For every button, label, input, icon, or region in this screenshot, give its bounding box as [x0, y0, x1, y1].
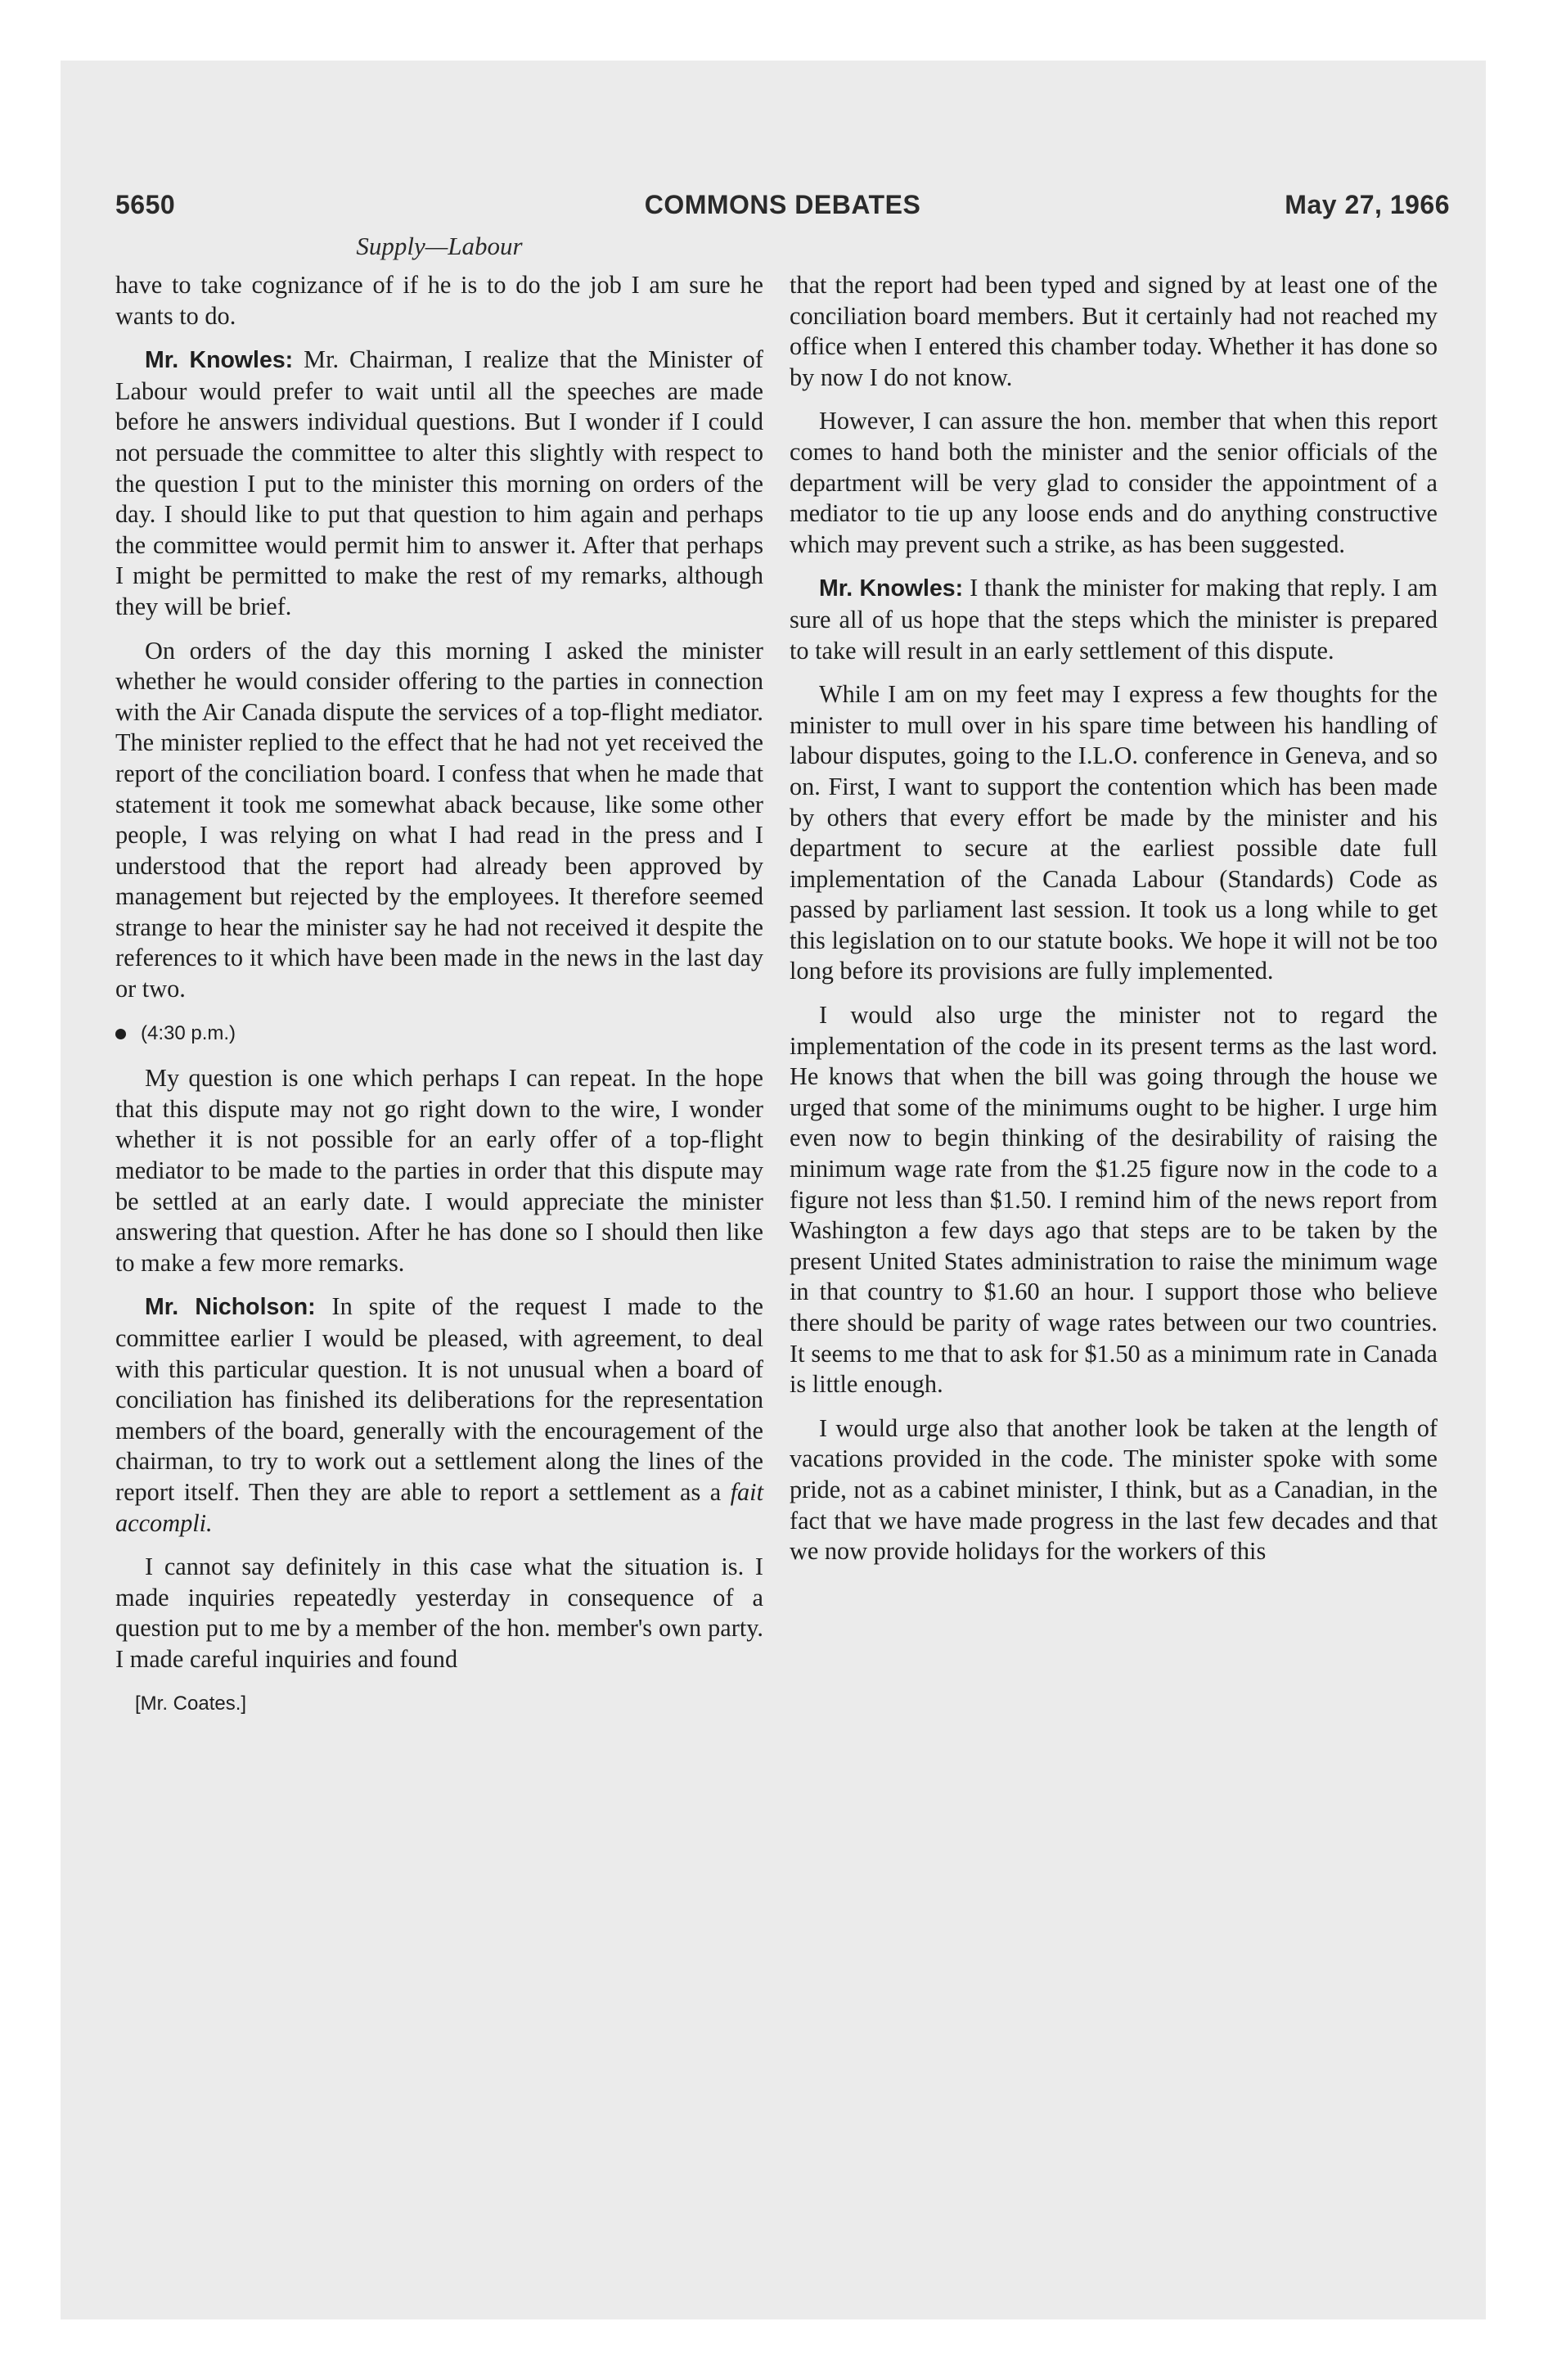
- speaker-name: Mr. Knowles:: [145, 347, 294, 374]
- paragraph: [115, 345, 763, 622]
- paragraph: [790, 573, 1438, 666]
- left-column: [115, 270, 763, 1719]
- timestamp-text: (4:30 p.m.): [141, 1021, 236, 1044]
- speaker-name: Mr. Nicholson:: [145, 1294, 316, 1321]
- speech-text: Mr. Chairman, I realize that the Minister of Labour would prefer to wait until all the speeches are made before he answers individual questions. But I wonder if I could not persuade the committee to alter this slightly with respect to the question I put to the minister this morning on orders of the day. I should like to put that question to him again and perhaps the committee would permit him to answer it. After that perhaps I might be permitted to make the rest of my remarks, although they will be brief.: [115, 345, 763, 620]
- paragraph: [115, 1291, 763, 1539]
- paragraph: I would urge also that another look be taken at the length of vacations provided in the code. The minister spoke with some pride, not as a cabinet minister, I think, but as a Canadian, in the fact that we have made progress in the last few decades and that we now provide holidays for the workers of this: [790, 1413, 1438, 1566]
- italic-phrase: fait accompli.: [115, 1477, 763, 1537]
- timestamp: [115, 1018, 763, 1049]
- page-header: [115, 190, 1450, 228]
- publication-date: May 27, 1966: [1285, 190, 1450, 219]
- paragraph: I would also urge the minister not to regard the implementation of the code in its present terms as the last word. He knows that when the bill was going through the house we urged that some of the minimums ought to be higher. I urge him even now to begin thinking of the desirability of raising the minimum wage rate from the $1.25 figure now in the code to a figure not less than $1.50. I remind him of the news report from Washington a few days ago that steps are to be taken by the present United States administration to raise the minimum wage in that country to $1.60 an hour. I support those who believe there should be parity of wage rates between our two countries. It seems to me that to ask for $1.50 as a minimum rate in Canada is little enough.: [790, 1001, 1438, 1399]
- paragraph: My question is one which perhaps I can repeat. In the hope that this dispute may not go right down to the wire, I wonder whether it is not possible for an early offer of a top-flight mediator to be made to the parties in order that this dispute may be settled at an early date. I would appreciate the minister answering that question. After he has done so I should then like to make a few more remarks.: [115, 1064, 763, 1277]
- paragraph: have to take cognizance of if he is to do the job I am sure he wants to do.: [115, 271, 763, 330]
- speech-text: In spite of the request I made to the committee earlier I would be pleased, with agreement, to deal with this particular question. It is not unusual when a board of conciliation has finished its deliberations for the representation members of the board, generally with the encouragement of the chairman, to try to work out a settlement along the lines of the report itself. Then they are able to report a settlement as a: [115, 1292, 763, 1506]
- bullet-icon: [115, 1029, 126, 1039]
- page-number: 5650: [115, 190, 176, 219]
- footer-note: [Mr. Coates.]: [135, 1692, 247, 1715]
- paragraph: While I am on my feet may I express a few thoughts for the minister to mull over in his spare time between his handling of labour disputes, going to the I.L.O. conference in Geneva, and so on. First, I want to support the contention which has been made by others that every effort be made by the minister and his department to secure at the earliest possible date full implementation of the Canada Labour (Standards) Code as passed by parliament last session. It took us a long while to get this legislation on to our statute books. We hope it will not be too long before its provisions are fully implemented.: [790, 680, 1438, 985]
- paragraph: However, I can assure the hon. member that when this report comes to hand both the minister and the senior officials of the department will be very glad to consider the appointment of a mediator to tie up any loose ends and do anything constructive which may prevent such a strike, as has been suggested.: [790, 407, 1438, 558]
- right-column: [790, 270, 1438, 1580]
- section-subtitle: Supply—Labour: [356, 232, 523, 260]
- paragraph: On orders of the day this morning I asked the minister whether he would consider offering to the parties in connection with the Air Canada dispute the services of a top-flight mediator. The minister replied to the effect that he had not yet received the report of the conciliation board. I confess that when he made that statement it took me somewhat aback because, like some other people, I was relying on what I had read in the press and I understood that the report had already been approved by management but rejected by the employees. It therefore seemed strange to hear the minister say he had not received it despite the references to it which have been made in the news in the last day or two.: [115, 636, 763, 1003]
- speech-text: I thank the minister for making that reply. I am sure all of us hope that the steps which the minister is prepared to take will result in an early settlement of this dispute.: [790, 574, 1438, 665]
- publication-title: COMMONS DEBATES: [644, 190, 921, 219]
- paragraph: that the report had been typed and signed by at least one of the conciliation board members. But it certainly had not reached my office when I entered this chamber today. Whether it has done so by now I do not know.: [790, 271, 1438, 391]
- paragraph: I cannot say definitely in this case what the situation is. I made inquiries repeatedly yesterday in consequence of a question put to me by a member of the hon. member's own party. I made careful inquiries and found: [115, 1553, 763, 1673]
- speaker-name: Mr. Knowles:: [819, 575, 964, 602]
